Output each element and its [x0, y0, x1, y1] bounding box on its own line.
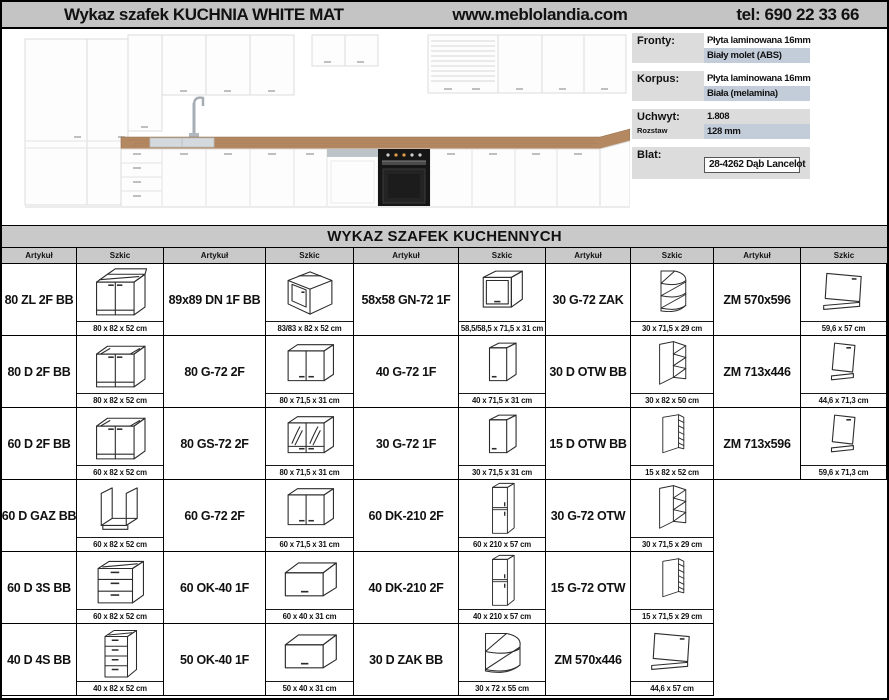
dimensions-label: 30 x 82 x 50 cm [631, 393, 713, 407]
sketch-area [266, 336, 353, 393]
article-cell: ZM 570x596 [714, 264, 801, 336]
g2f-cabinet-sketch-icon [277, 340, 343, 390]
dimensions-label: 15 x 71,5 x 29 cm [631, 609, 713, 623]
page-title: Wykaz szafek KUCHNIA WHITE MAT [64, 4, 344, 24]
article-cell: 80 ZL 2F BB [2, 264, 77, 336]
blat-label: Blat: [637, 149, 662, 161]
sketch-area [77, 624, 163, 681]
dimensions-label: 40 x 82 x 52 cm [77, 681, 163, 695]
article-cell: 60 DK-210 2F [354, 480, 459, 552]
panel_v-cabinet-sketch-icon [811, 412, 877, 462]
rozstaw-label: Rozstaw [637, 126, 668, 135]
section-title-band [2, 225, 887, 248]
dimensions-label: 44,6 x 71,3 cm [801, 393, 886, 407]
sketch-area [459, 480, 545, 537]
sketch-area [631, 408, 713, 465]
sketch-area [266, 408, 353, 465]
sketch-area [801, 336, 886, 393]
sketch-cell [266, 408, 354, 480]
sketch-area [266, 552, 353, 609]
article-cell: 60 OK-40 1F [164, 552, 266, 624]
otw15-cabinet-sketch-icon [651, 554, 693, 608]
column-header: Szkic [631, 248, 714, 264]
sketch-cell [801, 336, 887, 408]
sketch-area [459, 264, 545, 321]
header-bar [2, 2, 887, 29]
g1f-cabinet-sketch-icon [469, 412, 535, 462]
article-cell: 30 G-72 OTW [546, 480, 631, 552]
dimensions-label: 80 x 82 x 52 cm [77, 321, 163, 335]
korpus-material: Płyta laminowana 16mm [707, 73, 811, 84]
sketch-cell [266, 336, 354, 408]
gs2f-cabinet-sketch-icon [277, 412, 343, 462]
gaz-cabinet-sketch-icon [87, 484, 153, 534]
article-cell: 89x89 DN 1F BB [164, 264, 266, 336]
dimensions-label: 80 x 71,5 x 31 cm [266, 465, 353, 479]
sketch-area [631, 552, 713, 609]
empty-cell [714, 624, 801, 696]
sketch-cell [266, 480, 354, 552]
article-cell: 60 D 2F BB [2, 408, 77, 480]
zl2f-cabinet-sketch-icon [87, 268, 153, 318]
dimensions-label: 30 x 71,5 x 29 cm [631, 321, 713, 335]
sketch-cell [631, 336, 714, 408]
column-header: Artykuł [546, 248, 631, 264]
sketch-cell [631, 408, 714, 480]
column-header: Szkic [266, 248, 354, 264]
sketch-cell [77, 552, 164, 624]
sketch-cell [801, 408, 887, 480]
section-title: WYKAZ SZAFEK KUCHENNYCH [327, 228, 562, 245]
uchwyt-label: Uchwyt: Rozstaw [632, 109, 704, 139]
d2f-cabinet-sketch-icon [87, 412, 153, 462]
sketch-cell [801, 264, 887, 336]
dimensions-label: 30 x 71,5 x 31 cm [459, 465, 545, 479]
article-cell: 60 D 3S BB [2, 552, 77, 624]
article-cell: 40 DK-210 2F [354, 552, 459, 624]
dimensions-label: 59,6 x 57 cm [801, 321, 886, 335]
spec-fronty [632, 33, 810, 63]
article-cell: 15 G-72 OTW [546, 552, 631, 624]
article-cell: 60 G-72 2F [164, 480, 266, 552]
ok40-cabinet-sketch-icon [277, 630, 343, 676]
sketch-cell [459, 336, 546, 408]
column-header: Szkic [801, 248, 887, 264]
sketch-cell [459, 624, 546, 696]
column-header: Artykuł [354, 248, 459, 264]
dimensions-label: 30 x 71,5 x 29 cm [631, 537, 713, 551]
article-cell: ZM 713x446 [714, 336, 801, 408]
spec-uchwyt [632, 109, 810, 139]
sketch-area [77, 480, 163, 537]
oven [378, 149, 430, 207]
zak-cabinet-sketch-icon [650, 266, 694, 320]
sketch-area [77, 408, 163, 465]
spec-panel [632, 33, 810, 187]
dimensions-label: 60 x 40 x 31 cm [266, 609, 353, 623]
article-cell: 40 D 4S BB [2, 624, 77, 696]
sketch-cell [77, 480, 164, 552]
article-cell: 40 G-72 1F [354, 336, 459, 408]
column-header: Artykuł [164, 248, 266, 264]
sketch-cell [631, 480, 714, 552]
fronty-material: Płyta laminowana 16mm [707, 35, 811, 46]
sketch-area [459, 552, 545, 609]
sketch-area [459, 624, 545, 681]
sketch-area [266, 480, 353, 537]
korpus-color: Biała (melamina) [704, 86, 810, 101]
d4s-cabinet-sketch-icon [92, 626, 148, 680]
sketch-cell [77, 408, 164, 480]
empty-cell [801, 624, 887, 696]
sketch-cell [459, 264, 546, 336]
dimensions-label: 60 x 210 x 57 cm [459, 537, 545, 551]
sketch-area [459, 408, 545, 465]
panel_v-cabinet-sketch-icon [811, 340, 877, 390]
sketch-cell [459, 408, 546, 480]
dimensions-label: 30 x 72 x 55 cm [459, 681, 545, 695]
dimensions-label: 58,5/58,5 x 71,5 x 31 cm [459, 321, 545, 335]
dimensions-label: 60 x 82 x 52 cm [77, 465, 163, 479]
sketch-cell [631, 624, 714, 696]
dimensions-label: 60 x 71,5 x 31 cm [266, 537, 353, 551]
sketch-area [266, 264, 353, 321]
dishwasher [327, 149, 378, 157]
ok40-cabinet-sketch-icon [277, 558, 343, 604]
dimensions-label: 59,6 x 71,3 cm [801, 465, 886, 479]
spec-blat [632, 147, 810, 179]
sketch-area [631, 624, 713, 681]
sketch-cell [459, 480, 546, 552]
dk210-cabinet-sketch-icon [483, 554, 521, 608]
empty-cell [714, 552, 801, 624]
rozstaw-value: 128 mm [704, 124, 810, 139]
dimensions-label: 80 x 82 x 52 cm [77, 393, 163, 407]
dimensions-label: 60 x 82 x 52 cm [77, 537, 163, 551]
dimensions-label: 83/83 x 82 x 52 cm [266, 321, 353, 335]
blat-value: 28-4262 Dąb Lancelot [704, 157, 800, 173]
phone-number: tel: 690 22 33 66 [736, 4, 859, 24]
article-cell: 30 G-72 ZAK [546, 264, 631, 336]
column-header: Szkic [459, 248, 546, 264]
sketch-cell [77, 264, 164, 336]
sketch-area [631, 336, 713, 393]
sketch-area [266, 624, 353, 681]
fronty-color: Biały molet (ABS) [704, 48, 810, 63]
cabinet-table [2, 248, 887, 696]
kitchen-render-image [10, 33, 630, 221]
article-cell: ZM 713x596 [714, 408, 801, 480]
sketch-area [631, 480, 713, 537]
article-cell: 30 D OTW BB [546, 336, 631, 408]
article-cell: 15 D OTW BB [546, 408, 631, 480]
g2f-cabinet-sketch-icon [277, 484, 343, 534]
dimensions-label: 40 x 210 x 57 cm [459, 609, 545, 623]
article-cell: 58x58 GN-72 1F [354, 264, 459, 336]
uchwyt-value: 1.808 [704, 109, 810, 124]
otw15-cabinet-sketch-icon [651, 410, 693, 464]
article-cell: ZM 570x446 [546, 624, 631, 696]
article-cell: 30 G-72 1F [354, 408, 459, 480]
g1f-cabinet-sketch-icon [469, 340, 535, 390]
sketch-cell [266, 264, 354, 336]
sketch-cell [631, 552, 714, 624]
sketch-cell [266, 624, 354, 696]
panel_sq-cabinet-sketch-icon [639, 628, 705, 678]
column-header: Szkic [77, 248, 164, 264]
sketch-area [77, 552, 163, 609]
article-cell: 80 G-72 2F [164, 336, 266, 408]
sketch-cell [459, 552, 546, 624]
dimensions-label: 44,6 x 57 cm [631, 681, 713, 695]
dk210-cabinet-sketch-icon [483, 482, 521, 536]
sketch-area [801, 264, 886, 321]
sketch-cell [266, 552, 354, 624]
article-cell: 80 D 2F BB [2, 336, 77, 408]
otw3-cabinet-sketch-icon [650, 338, 694, 392]
corner_dn-cabinet-sketch-icon [277, 268, 343, 318]
dimensions-label: 80 x 71,5 x 31 cm [266, 393, 353, 407]
fronty-label: Fronty: [632, 33, 704, 63]
sketch-cell [77, 336, 164, 408]
article-cell: 50 OK-40 1F [164, 624, 266, 696]
empty-cell [801, 552, 887, 624]
dimensions-label: 50 x 40 x 31 cm [266, 681, 353, 695]
website-link[interactable]: www.meblolandia.com [452, 4, 628, 24]
korpus-label: Korpus: [632, 71, 704, 101]
sketch-area [801, 408, 886, 465]
d2f-cabinet-sketch-icon [87, 340, 153, 390]
article-cell: 60 D GAZ BB [2, 480, 77, 552]
empty-cell [714, 480, 801, 552]
dimensions-label: 15 x 82 x 52 cm [631, 465, 713, 479]
sketch-cell [631, 264, 714, 336]
sketch-area [459, 336, 545, 393]
dimensions-label: 40 x 71,5 x 31 cm [459, 393, 545, 407]
otw3-cabinet-sketch-icon [650, 482, 694, 536]
panel_sq-cabinet-sketch-icon [811, 268, 877, 318]
sketch-area [631, 264, 713, 321]
spec-korpus [632, 71, 810, 101]
dimensions-label: 60 x 82 x 52 cm [77, 609, 163, 623]
top-area [2, 29, 887, 225]
column-header: Artykuł [2, 248, 77, 264]
sketch-area [77, 264, 163, 321]
d3s-cabinet-sketch-icon [87, 556, 153, 606]
sketch-area [77, 336, 163, 393]
corner_gn-cabinet-sketch-icon [469, 268, 535, 318]
sketch-cell [77, 624, 164, 696]
article-cell: 80 GS-72 2F [164, 408, 266, 480]
zak_b-cabinet-sketch-icon [475, 629, 529, 677]
empty-cell [801, 480, 887, 552]
column-header: Artykuł [714, 248, 801, 264]
article-cell: 30 D ZAK BB [354, 624, 459, 696]
